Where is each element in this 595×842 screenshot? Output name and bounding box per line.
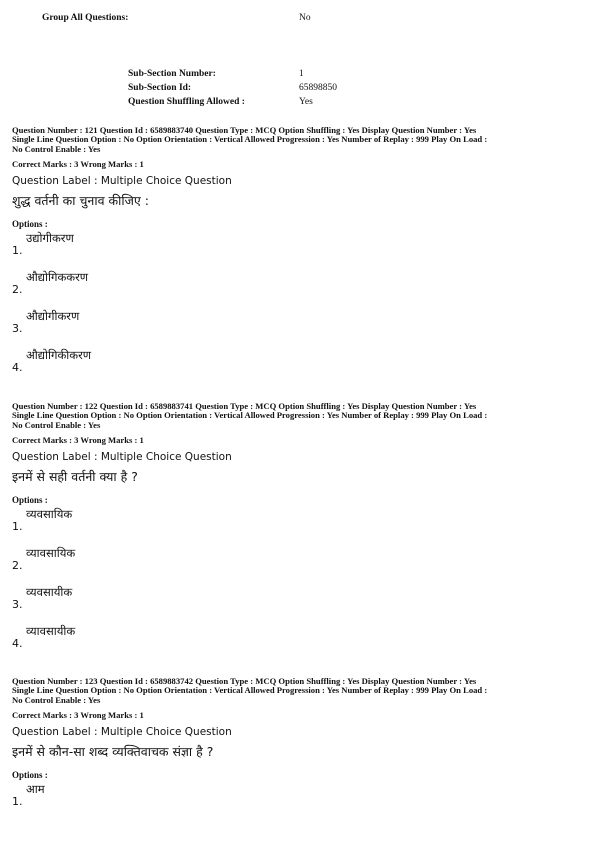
- option-text: व्यवसायीक: [26, 585, 73, 600]
- question-marks: Correct Marks : 3 Wrong Marks : 1: [12, 159, 144, 170]
- option-item[interactable]: [12, 780, 584, 819]
- question-text: इनमें से कौन-सा शब्द व्यक्तिवाचक संज्ञा है ?: [12, 744, 214, 760]
- option-item[interactable]: [12, 505, 584, 544]
- options-label: Options :: [12, 219, 48, 230]
- option-number: 2.: [12, 283, 23, 297]
- meta-line: No Control Enable : Yes: [12, 694, 101, 705]
- question-meta: [12, 677, 584, 705]
- option-number: 1.: [12, 520, 23, 534]
- option-text: व्यावसायीक: [26, 624, 76, 639]
- option-number: 4.: [12, 637, 23, 651]
- options-list: [12, 780, 584, 819]
- question-block: [12, 677, 584, 819]
- option-number: 1.: [12, 795, 23, 809]
- group-all-questions-label: Group All Questions:: [42, 13, 129, 23]
- meta-line: Question Number : 122 Question Id : 6589883741 Question Type : MCQ Option Shuffling : Yes Display Question Number : Yes: [12, 401, 477, 411]
- option-number: 3.: [12, 322, 23, 336]
- option-number: 3.: [12, 598, 23, 612]
- question-meta: [12, 402, 584, 430]
- question-shuffling-value: Yes: [299, 97, 313, 107]
- question-block: [12, 126, 584, 385]
- option-text: औद्योगिककरण: [26, 270, 89, 285]
- options-list: [12, 229, 584, 385]
- option-number: 1.: [12, 244, 23, 258]
- option-text: व्यावसायिक: [26, 546, 76, 561]
- meta-line: Single Line Question Option : No Option Orientation : Vertical Allowed Progression : Yes Number of Replay : 999 Play On Load :: [12, 685, 488, 696]
- question-shuffling-label: Question Shuffling Allowed :: [128, 97, 245, 107]
- sub-section-number-value: 1: [299, 69, 304, 79]
- option-item[interactable]: [12, 583, 584, 622]
- option-item[interactable]: [12, 307, 584, 346]
- option-text: आम: [26, 782, 45, 797]
- question-text: इनमें से सही वर्तनी क्या है ?: [12, 469, 138, 485]
- option-item[interactable]: [12, 622, 584, 661]
- question-label: Question Label : Multiple Choice Question: [12, 451, 232, 464]
- meta-line: No Control Enable : Yes: [12, 143, 101, 154]
- sub-section-id-value: 65898850: [299, 83, 337, 93]
- question-block: [12, 402, 584, 661]
- meta-line: Single Line Question Option : No Option Orientation : Vertical Allowed Progression : Yes Number of Replay : 999 Play On Load :: [12, 410, 488, 421]
- options-label: Options :: [12, 495, 48, 506]
- question-marks: Correct Marks : 3 Wrong Marks : 1: [12, 435, 144, 446]
- sub-section-number-label: Sub-Section Number:: [128, 69, 216, 79]
- meta-line: Single Line Question Option : No Option Orientation : Vertical Allowed Progression : Yes Number of Replay : 999 Play On Load :: [12, 134, 488, 145]
- option-number: 4.: [12, 361, 23, 375]
- meta-line: Question Number : 121 Question Id : 6589883740 Question Type : MCQ Option Shuffling : Yes Display Question Number : Yes: [12, 125, 477, 135]
- option-text: औद्योगिकीकरण: [26, 348, 92, 363]
- option-text: उद्योगीकरण: [26, 231, 74, 246]
- option-item[interactable]: [12, 229, 584, 268]
- question-label: Question Label : Multiple Choice Question: [12, 175, 232, 188]
- question-text: शुद्ध वर्तनी का चुनाव कीजिए :: [12, 193, 149, 209]
- option-number: 2.: [12, 559, 23, 573]
- option-item[interactable]: [12, 544, 584, 583]
- option-item[interactable]: [12, 346, 584, 385]
- question-meta: [12, 126, 584, 154]
- meta-line: Question Number : 123 Question Id : 6589883742 Question Type : MCQ Option Shuffling : Yes Display Question Number : Yes: [12, 676, 477, 686]
- question-marks: Correct Marks : 3 Wrong Marks : 1: [12, 710, 144, 721]
- options-label: Options :: [12, 770, 48, 781]
- question-label: Question Label : Multiple Choice Question: [12, 726, 232, 739]
- option-text: व्यवसायिक: [26, 507, 73, 522]
- group-all-questions-value: No: [299, 13, 311, 23]
- meta-line: No Control Enable : Yes: [12, 419, 101, 430]
- options-list: [12, 505, 584, 661]
- option-text: औद्योगीकरण: [26, 309, 80, 324]
- sub-section-id-label: Sub-Section Id:: [128, 83, 192, 93]
- option-item[interactable]: [12, 268, 584, 307]
